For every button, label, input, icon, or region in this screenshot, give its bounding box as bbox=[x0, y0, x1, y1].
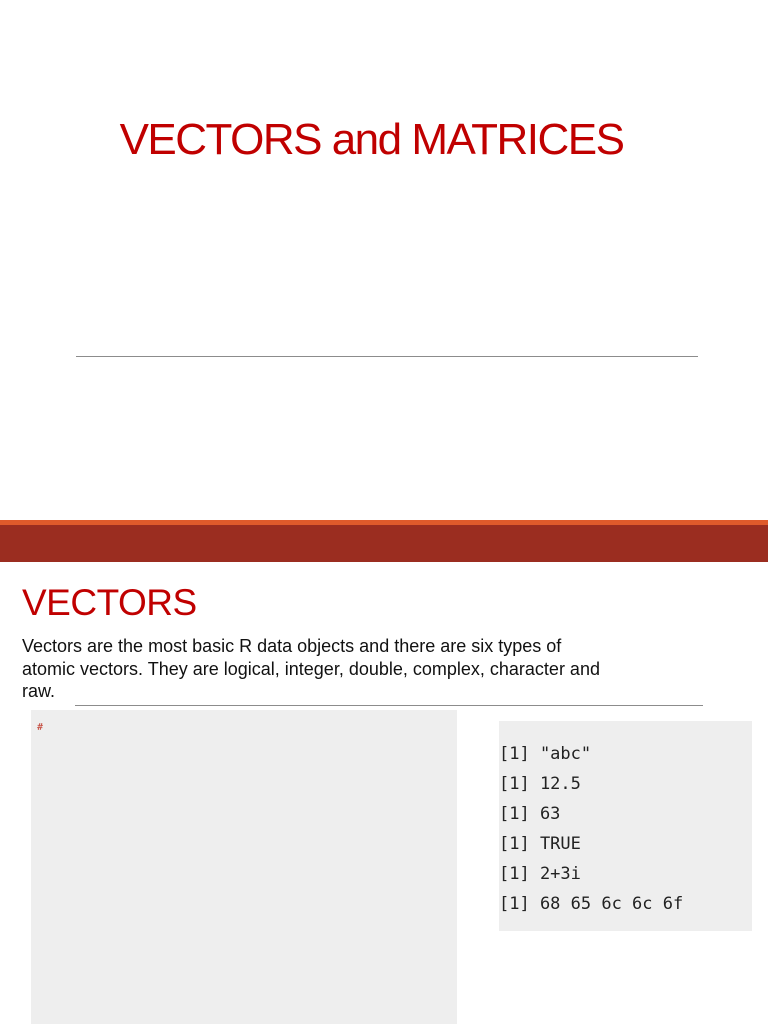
slide-title: VECTORS and MATRICES bbox=[119, 115, 624, 164]
section-body-text: Vectors are the most basic R data objects and there are six types of atomic vectors. They are logical, integer, double, complex, character and raw. bbox=[22, 636, 600, 701]
output-lines bbox=[499, 739, 683, 919]
code-panel bbox=[31, 710, 457, 1024]
slide-header-band bbox=[0, 525, 768, 562]
output-line: [1] 68 65 6c 6c 6f bbox=[499, 894, 684, 914]
title-divider bbox=[76, 356, 698, 357]
section-heading: VECTORS bbox=[22, 582, 197, 623]
output-line: [1] 63 bbox=[499, 804, 561, 824]
output-line: [1] TRUE bbox=[499, 834, 581, 854]
code-comment-glyph: # bbox=[37, 722, 44, 733]
section-divider bbox=[75, 705, 703, 706]
output-panel bbox=[499, 721, 752, 931]
output-line: [1] 2+3i bbox=[499, 864, 581, 884]
output-line: [1] 12.5 bbox=[499, 774, 581, 794]
output-line: [1] "abc" bbox=[499, 744, 592, 764]
